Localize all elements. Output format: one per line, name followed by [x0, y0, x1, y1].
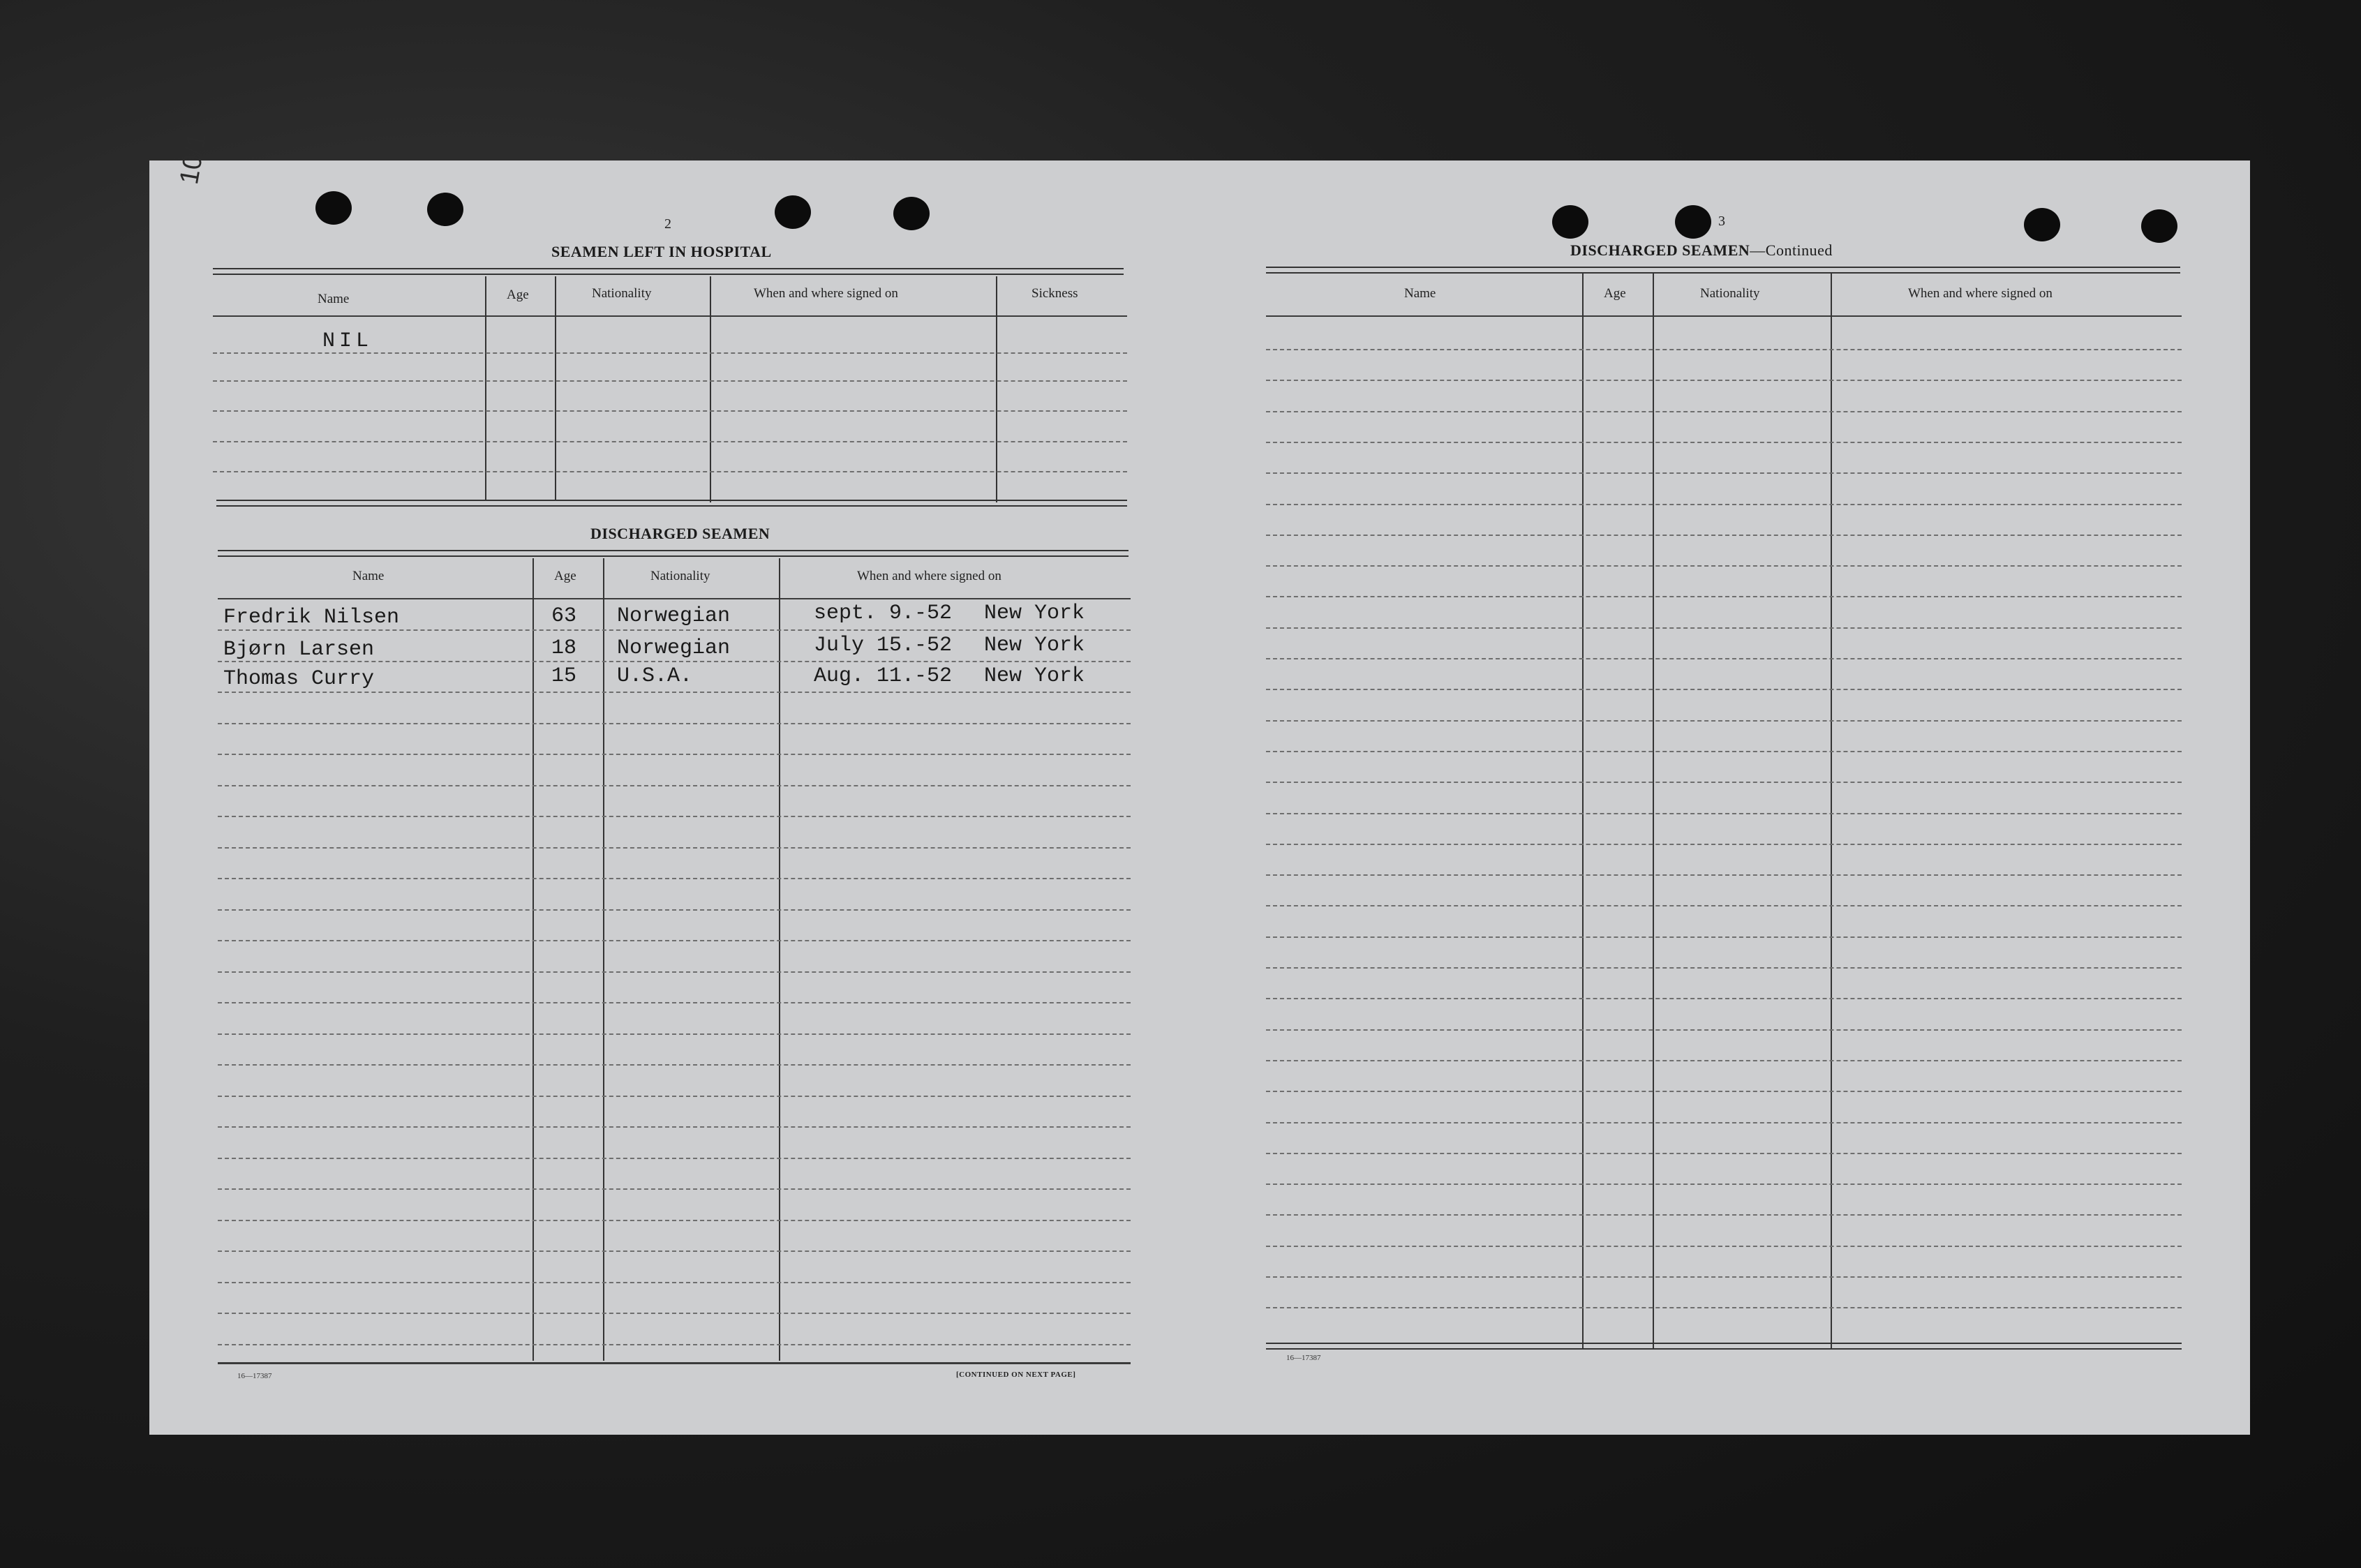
hospital-row-line [213, 441, 1127, 442]
ruled-row-line [1266, 1214, 2182, 1216]
discharged-divider [779, 558, 780, 1361]
seaman-nationality: Norwegian [617, 636, 731, 660]
ruled-row-line [1266, 1091, 2182, 1092]
ruled-row-line [1266, 380, 2182, 381]
ruled-row-line [218, 723, 1131, 724]
ruled-row-line [1266, 844, 2182, 845]
discharged-header-rule [218, 598, 1131, 599]
seaman-name: Thomas Curry [223, 667, 375, 691]
ruled-row-line [1266, 874, 2182, 876]
ruled-row-line [218, 629, 1131, 631]
seaman-age: 63 [551, 604, 577, 628]
ruled-row-line [218, 1188, 1131, 1190]
ruled-row-line [1266, 349, 2182, 350]
ruled-row-line [1266, 1060, 2182, 1061]
ruled-row-line [1266, 689, 2182, 690]
right-divider [1653, 274, 1654, 1348]
ruled-row-line [1266, 936, 2182, 938]
ruled-row-line [218, 847, 1131, 849]
ruled-row-line [1266, 751, 2182, 752]
ruled-row-line [218, 1250, 1131, 1252]
ruled-row-line [218, 1002, 1131, 1003]
seaman-name: Bjørn Larsen [223, 638, 375, 662]
ruled-row-line [1266, 720, 2182, 722]
ruled-row-line [1266, 1029, 2182, 1031]
continued-title-main: DISCHARGED SEAMEN [1570, 241, 1750, 259]
discharged-divider [603, 558, 604, 1361]
right-divider [1582, 274, 1584, 1348]
discharged-col-nationality: Nationality [650, 569, 710, 583]
ruled-row-line [218, 1313, 1131, 1314]
ruled-row-line [1266, 967, 2182, 969]
ruled-row-line [218, 692, 1131, 693]
right-col-nationality: Nationality [1700, 286, 1760, 301]
ruled-row-line [218, 1064, 1131, 1066]
ruled-row-line [1266, 658, 2182, 659]
ruled-row-line [218, 909, 1131, 911]
continued-title-suffix: —Continued [1750, 241, 1833, 259]
page-number: 2 [664, 216, 671, 232]
hospital-row-line [213, 410, 1127, 412]
hospital-header-rule [213, 315, 1127, 317]
ruled-row-line [218, 878, 1131, 879]
ruled-row-line [218, 754, 1131, 755]
document-sheet [149, 160, 2250, 1435]
discharged-col-age: Age [554, 569, 576, 583]
hospital-col-age: Age [507, 288, 529, 302]
hospital-col-nationality: Nationality [592, 286, 652, 301]
hospital-row-line [213, 471, 1127, 472]
ruled-row-line [1266, 782, 2182, 783]
ruled-row-line [1266, 1307, 2182, 1308]
right-col-age: Age [1604, 286, 1626, 301]
ruled-row-line [218, 1220, 1131, 1221]
ruled-row-line [1266, 1122, 2182, 1123]
discharged-top-rule [218, 550, 1129, 557]
ruled-row-line [218, 1158, 1131, 1159]
ruled-row-line [218, 971, 1131, 973]
seaman-signed-date: July 15.-52 [814, 634, 953, 657]
ruled-row-line [1266, 565, 2182, 567]
hospital-col-name: Name [318, 292, 350, 306]
punch-hole-icon [893, 197, 930, 230]
punch-hole-icon [775, 195, 811, 229]
right-top-rule [1266, 267, 2180, 274]
hospital-divider [555, 276, 556, 501]
page-number: 3 [1718, 214, 1725, 229]
ruled-row-line [1266, 813, 2182, 814]
right-col-signed-on: When and where signed on [1908, 286, 2053, 301]
seaman-name: Fredrik Nilsen [223, 606, 400, 629]
discharged-col-signed-on: When and where signed on [857, 569, 1001, 583]
ruled-row-line [1266, 535, 2182, 536]
ruled-row-line [1266, 472, 2182, 474]
ruled-row-line [1266, 504, 2182, 505]
ruled-row-line [1266, 1153, 2182, 1154]
form-number: 16—17387 [1286, 1354, 1321, 1362]
ruled-row-line [1266, 1276, 2182, 1278]
right-divider [1831, 274, 1832, 1348]
right-col-name: Name [1404, 286, 1436, 301]
ruled-row-line [1266, 442, 2182, 443]
hospital-col-sickness: Sickness [1031, 286, 1078, 301]
ruled-row-line [1266, 411, 2182, 412]
punch-hole-icon [315, 191, 352, 225]
ruled-row-line [218, 940, 1131, 941]
punch-hole-icon [1675, 205, 1711, 239]
punch-hole-icon [427, 193, 463, 226]
punch-hole-icon [2141, 209, 2177, 243]
hospital-divider [710, 276, 711, 502]
discharged-section-title: DISCHARGED SEAMEN [590, 525, 770, 542]
ruled-row-line [218, 1096, 1131, 1097]
seaman-signed-date: sept. 9.-52 [814, 602, 953, 625]
ruled-row-line [218, 1344, 1131, 1345]
hospital-bottom-rule [216, 500, 1127, 507]
ruled-row-line [218, 1282, 1131, 1283]
continued-note: [CONTINUED ON NEXT PAGE] [956, 1371, 1076, 1379]
hospital-section-title: SEAMEN LEFT IN HOSPITAL [551, 243, 772, 260]
handwritten-margin-mark: 10/1 [174, 130, 213, 187]
ruled-row-line [218, 785, 1131, 786]
ruled-row-line [1266, 1184, 2182, 1185]
discharged-col-name: Name [352, 569, 385, 583]
ruled-row-line [218, 1033, 1131, 1035]
seaman-signed-date: Aug. 11.-52 [814, 664, 953, 688]
hospital-col-signed-on: When and where signed on [754, 286, 898, 301]
discharged-bottom-rule [218, 1362, 1131, 1364]
seaman-age: 18 [551, 636, 577, 660]
ruled-row-line [218, 816, 1131, 817]
seaman-nationality: U.S.A. [617, 664, 693, 688]
seaman-nationality: Norwegian [617, 604, 731, 628]
right-header-rule [1266, 315, 2182, 317]
seaman-signed-place: New York [984, 634, 1085, 657]
discharged-divider [532, 558, 534, 1361]
ruled-row-line [1266, 1246, 2182, 1247]
continued-section-title [1570, 241, 1833, 260]
form-number: 16—17387 [237, 1372, 272, 1380]
seaman-age: 15 [551, 664, 577, 688]
ruled-row-line [1266, 627, 2182, 629]
punch-hole-icon [1552, 205, 1588, 239]
seaman-signed-place: New York [984, 602, 1085, 625]
hospital-row-line [213, 380, 1127, 382]
ruled-row-line [1266, 998, 2182, 999]
ruled-row-line [218, 1126, 1131, 1128]
hospital-entry: NIL [322, 329, 373, 353]
hospital-divider [485, 276, 486, 500]
ruled-row-line [1266, 905, 2182, 906]
hospital-divider [996, 276, 997, 502]
punch-hole-icon [2024, 208, 2060, 241]
right-bottom-rule [1266, 1343, 2182, 1350]
seaman-signed-place: New York [984, 664, 1085, 688]
hospital-top-rule [213, 268, 1124, 275]
ruled-row-line [1266, 596, 2182, 597]
